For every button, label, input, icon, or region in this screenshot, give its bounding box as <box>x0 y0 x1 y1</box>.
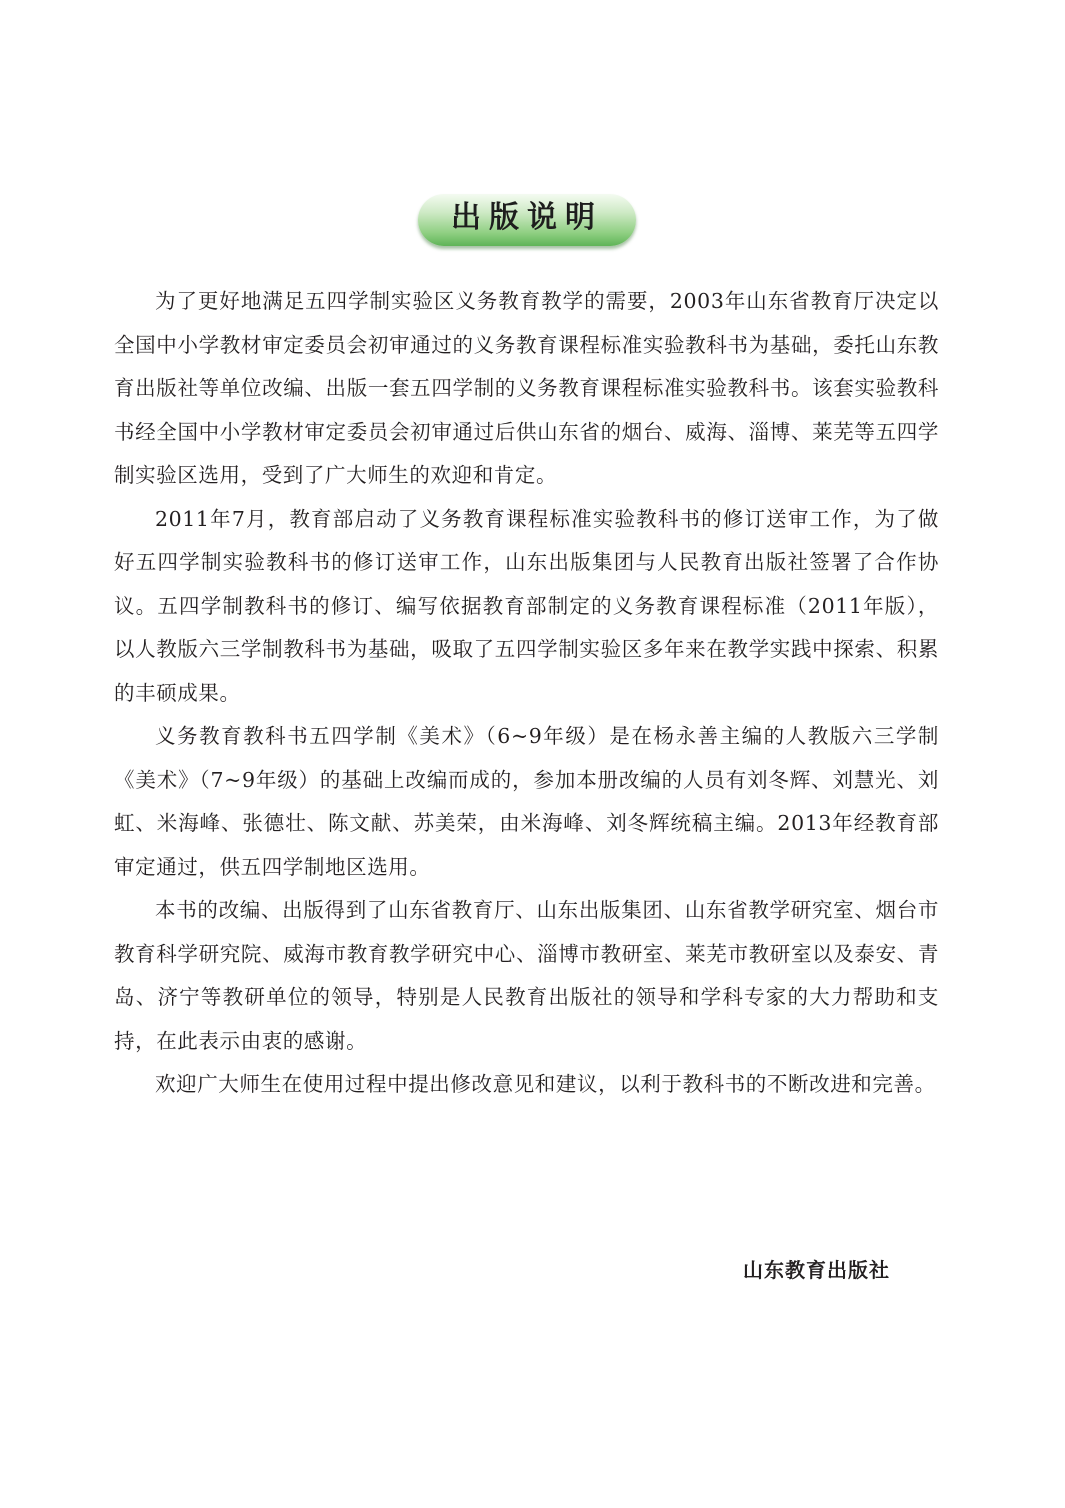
title-badge <box>418 194 636 246</box>
page-title: 出版说明 <box>451 200 603 235</box>
paragraph-4: 本书的改编、出版得到了山东省教育厅、山东出版集团、山东省教学研究室、烟台市教育科学研究院、威海市教育教学研究中心、淄博市教研室、莱芜市教研室以及泰安、青岛、济宁等教研单位的领导，特别是人民教育出版社的领导和学科专家的大力帮助和支持，在此表示由衷的感谢。 <box>114 898 939 1053</box>
body-text <box>114 280 939 1107</box>
paragraph-1: 为了更好地满足五四学制实验区义务教育教学的需要，2003年山东省教育厅决定以全国中小学教材审定委员会初审通过的义务教育课程标准实验教科书为基础，委托山东教育出版社等单位改编、出版一套五四学制的义务教育课程标准实验教科书。该套实验教科书经全国中小学教材审定委员会初审通过后供山东省的烟台、威海、淄博、莱芜等五四学制实验区选用，受到了广大师生的欢迎和肯定。 <box>114 289 939 487</box>
paragraph-3: 义务教育教科书五四学制《美术》（6~9年级）是在杨永善主编的人教版六三学制《美术》（7~9年级）的基础上改编而成的，参加本册改编的人员有刘冬辉、刘慧光、刘虹、米海峰、张德壮、陈文献、苏美荣，由米海峰、刘冬辉统稿主编。2013年经教育部审定通过，供五四学制地区选用。 <box>114 724 939 879</box>
paragraph-5: 欢迎广大师生在使用过程中提出修改意见和建议，以利于教科书的不断改进和完善。 <box>155 1072 936 1096</box>
paragraph-2: 2011年7月，教育部启动了义务教育课程标准实验教科书的修订送审工作，为了做好五四学制实验教科书的修订送审工作，山东出版集团与人民教育出版社签署了合作协议。五四学制教科书的修订、编写依据教育部制定的义务教育课程标准（2011年版），以人教版六三学制教科书为基础，吸取了五四学制实验区多年来在教学实践中探索、积累的丰硕成果。 <box>114 506 939 705</box>
publisher-signature: 山东教育出版社 <box>743 1258 890 1282</box>
